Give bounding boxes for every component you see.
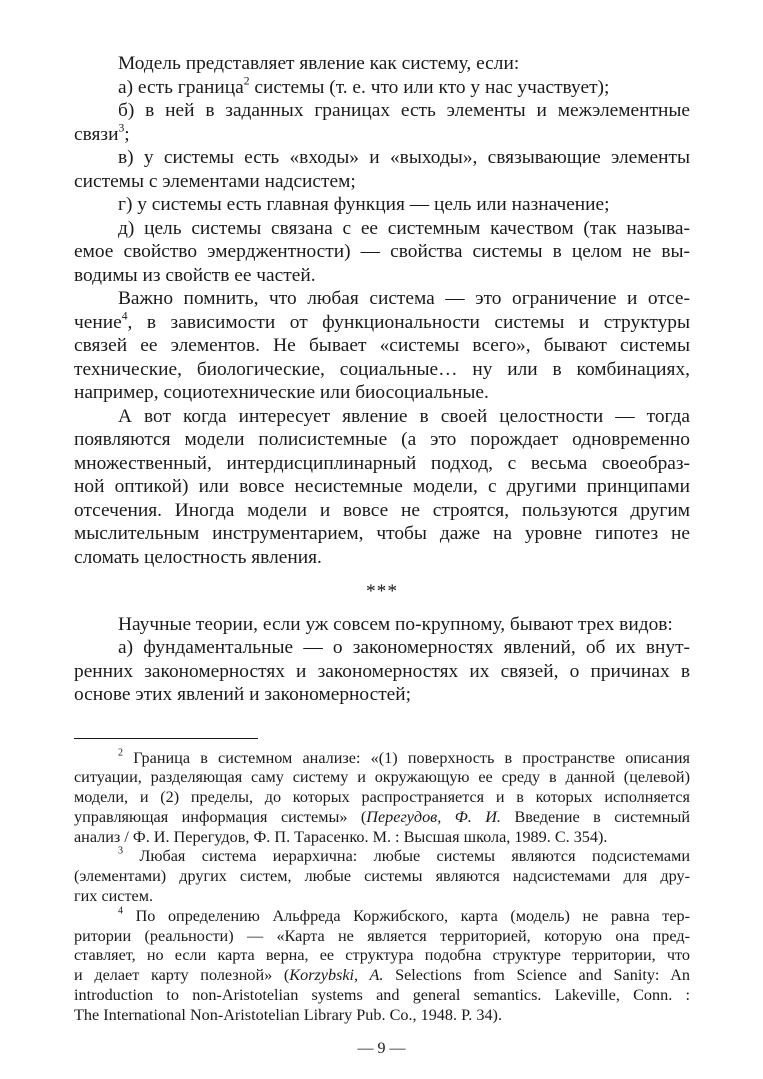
text-run: системы (т. е. что или кто у нас участвует); [249,76,610,98]
text-line [74,808,690,828]
footnote-number: 2 [118,746,124,758]
text-line [74,746,690,769]
text-line [74,73,690,100]
footnote-2 [74,746,690,848]
text-line [74,120,690,147]
footnote-number: 4 [118,905,124,917]
main-text [74,52,690,707]
text-run: , в зависимости от функциональности системы и структуры [127,311,690,333]
text-line: ставляет, но если карта верна, ее структура подобна структуре территории, что [74,946,690,965]
text-line: связей ее элементов. Не бывает «системы всего», бывают системы [74,335,690,356]
page-content [74,52,690,1026]
text-line: А вот когда интересует явление в своей целостности — тогда [118,405,690,427]
text-line: ной оптикой) или вовсе несистемные модели, с другими принципами [74,476,690,497]
text-run: чение [74,311,122,333]
text-line: (элементами) других систем, любые системы являются надсистемами для дру- [74,867,690,886]
text-line: в) у системы есть «входы» и «выходы», связывающие элементы [118,147,690,168]
text-line: например, социотехнические или биосоциальные. [74,382,489,403]
text-run: управляющая информация системы» ( [74,807,367,826]
text-line: сломать целостность явления. [74,546,322,568]
list-item-a [74,73,690,100]
footnote-ref-2: 2 [243,73,250,87]
text-run: Граница в системном анализе: «(1) поверхность в пространстве описания [123,748,690,767]
text-line: появляются модели полисистемные (а это порождает одновременно [74,429,690,450]
text-line: модели, и (2) пределы, до которых распространяется и в которых исполняется [74,788,690,807]
list-item-g [74,193,690,217]
text-line: б) в ней в заданных границах есть элементы и межэлементные [118,100,690,121]
paragraph-theories [74,613,690,637]
text-line: ситуации, разделяющая саму систему и окружающую ее среду в данной (целевой) [74,768,690,787]
text-line [74,847,690,867]
author-name: Перегудов, Ф. И. [366,807,501,826]
text-line: Важно помнить, что любая система — это ограничение и отсе- [118,288,690,309]
text-run: Введение в системный [500,807,690,826]
text-line: анализ / Ф. И. Перегудов, Ф. П. Тарасенко. М. : Высшая школа, 1989. С. 354). [74,827,608,846]
list-item-b [74,99,690,146]
text-line: основе этих явлений и закономерностей; [74,684,412,705]
text-line: ренних закономерностях и закономерностях их связей, о причинах в [74,660,690,682]
footnote-divider [74,738,258,739]
footnotes [74,746,690,1026]
text-run: ; [124,123,130,145]
text-line: Модель представляет явление как систему, если: [118,53,520,74]
text-line: а) фундаментальные — о закономерностях явлений, об их внут- [118,637,690,658]
text-run: связи [74,123,119,145]
text-line: Научные теории, если уж совсем по-крупному, бывают трех видов: [118,613,673,635]
paragraph-integrity [74,405,690,570]
text-line: д) цель системы связана с ее системным качеством (так называ- [118,217,690,239]
text-line: отсечения. Иногда модели и вовсе не строятся, пользуются другим [74,499,690,521]
text-line: емое свойство эмерджентности) — свойства системы в целом не вы- [74,241,690,262]
text-line: мыслительным инструментарием, чтобы даже на уровне гипотез не [74,523,690,544]
text-line: ритории (реальности) — «Карта не является территорией, которую она пред- [74,926,690,945]
text-run: По определению Альфреда Коржибского, карта (модель) не равна тер- [123,906,690,925]
text-line: множественный, интердисциплинарный подход, с весьма своеобраз- [74,452,690,474]
text-line: гих систем. [74,887,154,906]
footnote-ref-3: 3 [118,120,125,134]
footnote-4 [74,907,690,1026]
section-separator: *** [365,581,399,602]
list-item-fundamental [74,636,690,707]
text-line [74,308,690,335]
footnote-3 [74,847,690,906]
text-line [74,966,690,986]
paragraph-important [74,287,690,405]
text-line: introduction to non-Aristotelian systems and general semantics. Lakeville, Conn. : [74,986,690,1005]
text-run: Selections from Science and Sanity: An [383,966,690,985]
footnote-number: 3 [118,845,124,857]
paragraph-intro [74,52,690,76]
text-line: технические, биологические, социальные… ну или в комбинациях, [74,358,690,380]
author-name: Korzybski, A. [289,966,384,985]
page-number: — 9 — [357,1040,406,1057]
text-run: и делает карту полезной» ( [74,966,290,985]
text-line: г) у системы есть главная функция — цель или назначение; [118,194,610,215]
list-item-d [74,217,690,288]
text-line [74,907,690,927]
list-item-v [74,146,690,193]
text-line: The International Non-Aristotelian Library Pub. Co., 1948. P. 34). [74,1005,502,1024]
text-line: водимы из свойств ее частей. [74,264,316,286]
text-line: системы с элементами надсистем; [74,170,356,192]
text-run: а) есть граница [118,76,244,98]
footnote-ref-4: 4 [121,308,128,322]
text-run: Любая система иерархична: любые системы являются подсистемами [123,847,690,866]
